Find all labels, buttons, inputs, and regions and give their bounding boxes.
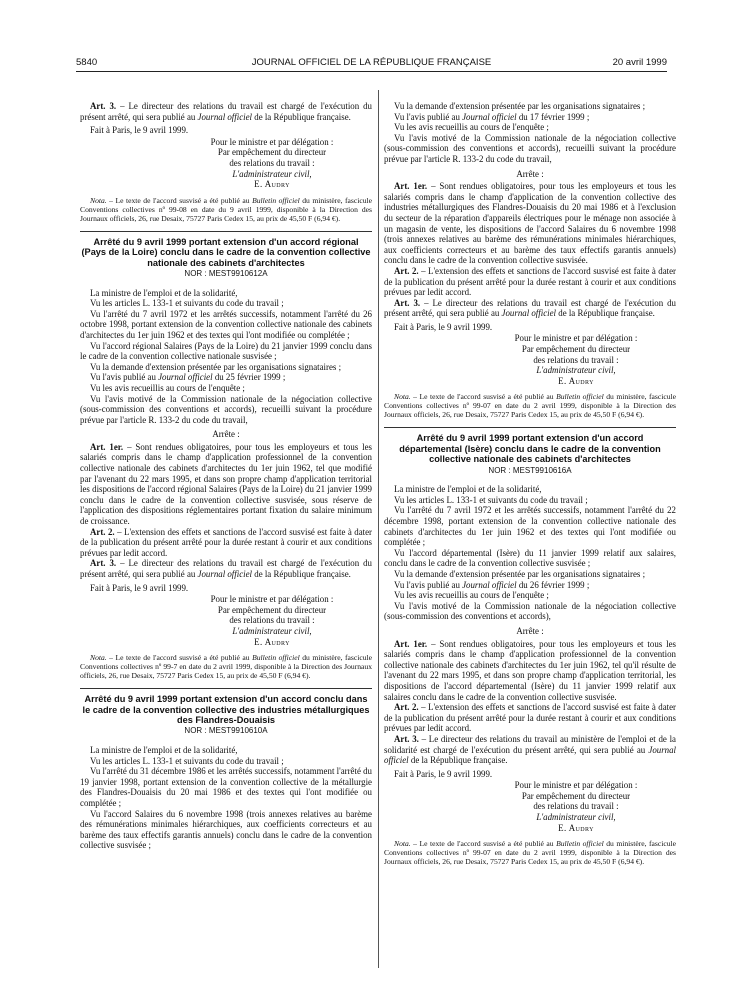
header-rule [76, 71, 667, 72]
decree-title: Arrêté du 9 avril 1999 portant extension d'un accord conclu dans le cadre de la convention collective des industries métallurgiques des Flandres-Douaisis [82, 694, 370, 725]
journal-title: JOURNAL OFFICIEL DE LA RÉPUBLIQUE FRANÇAISE [251, 57, 492, 68]
preamble-line: Vu l'avis publié au Journal officiel du 26 février 1999 ; [394, 579, 590, 590]
nor-reference: NOR : MEST9910616A [488, 465, 572, 475]
preamble-line: Vu l'avis motivé de la Commission nationale de la négociation collective (sous-commission des conventions et accords), recueilli suivant la procédure prévue par l'article R. 133-2 du code du travail, [80, 393, 372, 425]
article-paragraph: Art. 1er. – Sont rendues obligatoires, pour tous les employeurs et tous les salariés compris dans le champ d'application professionnel de la convention collective nationale des cabinets d'architectes du 1er juin 1962, tel qu'il résulte de l'avenant du 22 mars 1995, et dans son propre champ d'application territorial, les dispositions de l'accord départemental (Isère) du 11 janvier 1999 relatif aux salaires conclu dans le cadre de la convention collective susvisée. [384, 638, 676, 702]
preamble-line: Vu les avis recueillis au cours de l'enquête ; [394, 590, 549, 601]
preamble-line: La ministre de l'emploi et de la solidarité, [90, 287, 238, 298]
preamble-line: Vu l'accord Salaires du 6 novembre 1998 (trois annexes relatives au barème des rémunérations minimales hiérarchiques, aux coefficients correcteurs et au barème des taux effectifs garantis annuels) conclu dans le cadre de la convention collective susvisée ; [80, 808, 372, 851]
section-separator [80, 231, 372, 232]
signed-place-date: Fait à Paris, le 9 avril 1999. [90, 125, 189, 136]
nota-note: Nota. – Le texte de l'accord susvisé a été publié au Bulletin officiel du ministère, fascicule Conventions collectives nº 99-7 en date du 2 avril 1999, disponible à la Direction des Journaux officiels, 26, rue Desaix, 75727 Paris Cedex 15, au prix de 45,50 F (6,94 €). [80, 653, 373, 681]
article-paragraph: Art. 2. – L'extension des effets et sanctions de l'accord susvisé est faite à dater de la publication du présent arrêté pour la durée restant à courir et aux conditions prévues par ledit accord. [384, 702, 676, 734]
section-separator [80, 688, 372, 689]
signature-block: Pour le ministre et par délégation : Par empêchement du directeur des relations du travail : L'administrateur civil, E. Audry [172, 137, 372, 190]
signed-place-date: Fait à Paris, le 9 avril 1999. [394, 321, 493, 332]
signature-block: Pour le ministre et par délégation : Par empêchement du directeur des relations du travail : L'administrateur civil, E. Audry [172, 594, 372, 647]
article-paragraph: Art. 1er. – Sont rendues obligatoires, pour tous les employeurs et tous les salariés compris dans le champ d'application de la convention collective des industries métallurgiques des Flandres-Douaisis du 20 mai 1986 et à l'exclusion du secteur de la réparation d'appareils électriques pour le ménage non associée à un magasin de vente, les dispositions de l'accord Salaires du 6 novembre 1998 (trois annexes relatives au barème des rémunérations minimales hiérarchiques, aux coefficients correcteurs et au barème des taux effectifs garantis annuels) conclu dans le cadre de la convention collective susvisée. [384, 181, 676, 266]
article-paragraph: Art. 3. – Le directeur des relations du travail au ministère de l'emploi et de la solidarité est chargé de l'exécution du présent arrêté, qui sera publié au Journal officiel de la République française. [384, 733, 676, 766]
page-header [76, 55, 667, 71]
article-paragraph: Art. 3. – Le directeur des relations du travail est chargé de l'exécution du présent arrêté, qui sera publié au Journal officiel de la République française. [80, 101, 372, 122]
right-column [384, 101, 676, 866]
preamble-line: Vu l'accord départemental (Isère) du 11 janvier 1999 relatif aux salaires, conclu dans le cadre de la convention collective susvisée ; [384, 547, 676, 569]
signed-place-date: Fait à Paris, le 9 avril 1999. [394, 768, 493, 779]
signatory-name: E. Audry [254, 179, 290, 190]
signatory-name: E. Audry [558, 375, 594, 386]
nota-note: Nota. – Le texte de l'accord susvisé a été publié au Bulletin officiel du ministère, fascicule Conventions collectives nº 99-08 en date du 9 avril 1999, disponible à la Direction des Journaux officiels, 26, rue Desaix, 75727 Paris Cedex 15, au prix de 45,50 F (6,94 €). [80, 195, 373, 223]
preamble-line: La ministre de l'emploi et de la solidarité, [90, 744, 238, 755]
nota-note: Nota. – Le texte de l'accord susvisé a été publié au Bulletin officiel du ministère, fascicule Conventions collectives nº 99-07 en date du 2 avril 1999, disponible à la Direction des Journaux officiels, 26, rue Desaix, 75727 Paris Cedex 15, au prix de 45,50 F (6,94 €). [384, 392, 677, 420]
signature-block: Pour le ministre et par délégation : Par empêchement du directeur des relations du travail : L'administrateur civil, E. Audry [476, 333, 676, 386]
preamble-line: Vu les articles L. 133-1 et suivants du code du travail ; [394, 494, 588, 505]
page-number: 5840 [76, 57, 98, 68]
preamble-line: Vu l'avis motivé de la Commission nationale de la négociation collective (sous-commission des conventions et accords), recueilli suivant la procédure prévue par l'article R. 133-2 du code du travail, [384, 132, 676, 164]
nota-note: Nota. – Le texte de l'accord susvisé a été publié au Bulletin officiel du ministère, fascicule Conventions collectives nº 99-07 en date du 2 avril 1999, disponible à la Direction des Journaux officiels, 26, rue Desaix, 75727 Paris Cedex 15, au prix de 45,50 F (6,94 €). [384, 839, 677, 867]
preamble-line: Vu les avis recueillis au cours de l'enquête ; [90, 382, 245, 393]
preamble-line: Vu l'arrêté du 31 décembre 1986 et les arrêtés successifs, notamment l'arrêté du 19 janvier 1998, portant extension de la convention collective de la métallurgie des Flandres-Douaisis du 20 mai 1986 et des textes qui l'ont modifiée ou complétée ; [80, 766, 372, 808]
signatory-name: E. Audry [558, 822, 594, 833]
left-column [80, 101, 372, 851]
article-paragraph: Art. 3. – Le directeur des relations du travail est chargé de l'exécution du présent arrêté, qui sera publié au Journal officiel de la République française. [384, 297, 676, 319]
preamble-line: Vu l'avis publié au Journal officiel du 17 février 1999 ; [394, 111, 590, 122]
article-paragraph: Art. 2. – L'extension des effets et sanctions de l'accord susvisé est faite à dater de la publication du présent arrêté pour la durée restant à courir et aux conditions prévues par ledit accord. [384, 265, 676, 298]
nor-reference: NOR : MEST9910610A [184, 726, 268, 736]
preamble-line: Vu l'accord régional Salaires (Pays de la Loire) du 21 janvier 1999 conclu dans le cadre de la convention collective nationale susvisée ; [80, 340, 372, 362]
preamble-line: Vu l'arrêté du 7 avril 1972 et les arrêtés successifs, notamment l'arrêté du 22 décembre 1998, portant extension de la convention collective nationale des cabinets d'architectes du 1er juin 1962 et des textes qui l'ont modifiée ou complétée ; [384, 505, 676, 548]
preamble-line: Vu la demande d'extension présentée par les organisations signataires ; [90, 361, 342, 372]
preamble-line: Vu les articles L. 133-1 et suivants du code du travail ; [90, 298, 284, 309]
preamble-line: Vu les avis recueillis au cours de l'enquête ; [394, 122, 549, 133]
column-divider [378, 90, 379, 968]
preamble-line: Vu l'arrêté du 7 avril 1972 et les arrêtés successifs, notamment l'arrêté du 26 octobre 1998, portant extension de la convention collective nationale des cabinets d'architectes du 1er juin 1962 et des textes qui l'ont modifiée ou complétée ; [80, 308, 372, 340]
arrete-heading: Arrête : [516, 625, 544, 636]
preamble-line: Vu la demande d'extension présentée par les organisations signataires ; [394, 101, 646, 111]
arrete-heading: Arrête : [516, 168, 544, 179]
preamble-line: Vu l'avis motivé de la Commission nationale de la négociation collective (sous-commission des conventions et accords), [384, 600, 676, 622]
signatory-name: E. Audry [254, 636, 290, 647]
preamble-line: Vu les articles L. 133-1 et suivants du code du travail ; [90, 755, 284, 766]
article-paragraph: Art. 2. – L'extension des effets et sanctions de l'accord susvisé est faite à dater de la publication du présent arrêté pour la durée restant à courir et aux conditions prévues par ledit accord. [80, 526, 372, 558]
signature-block: Pour le ministre et par délégation : Par empêchement du directeur des relations du travail : L'administrateur civil, E. Audry [476, 780, 676, 833]
issue-date: 20 avril 1999 [612, 57, 667, 68]
decree-title: Arrêté du 9 avril 1999 portant extension d'un accord départemental (Isère) conclu dans le cadre de la convention collective nationale des cabinets d'architectes [399, 433, 661, 465]
section-separator [384, 427, 676, 428]
article-paragraph: Art. 3. – Le directeur des relations du travail est chargé de l'exécution du présent arrêté, qui sera publié au Journal officiel de la République française. [80, 558, 372, 579]
signed-place-date: Fait à Paris, le 9 avril 1999. [90, 582, 189, 593]
preamble-line: Vu l'avis publié au Journal officiel du 25 février 1999 ; [90, 372, 286, 383]
preamble-line: La ministre de l'emploi et de la solidarité, [394, 484, 542, 495]
decree-title: Arrêté du 9 avril 1999 portant extension d'un accord régional (Pays de la Loire) conclu dans le cadre de la convention collective nationale des cabinets d'architectes [81, 236, 371, 268]
nor-reference: NOR : MEST9910612A [184, 268, 268, 278]
arrete-heading: Arrête : [212, 429, 240, 440]
preamble-line: Vu la demande d'extension présentée par les organisations signataires ; [394, 569, 646, 579]
article-paragraph: Art. 1er. – Sont rendues obligatoires, pour tous les employeurs et tous les salariés compris dans le champ d'application professionnel de la convention collective nationale des cabinets d'architectes du 1er juin 1962, tel que modifié par l'avenant du 22 mars 1995, et dans son propre champ d'application territorial les dispositions de l'accord régional Salaires (Pays de la Loire) du 21 janvier 1999 conclu dans le cadre de la convention collective susvisée, sous réserve de l'application des dispositions réglementaires portant fixation du salaire minimum de croissance. [80, 441, 372, 527]
